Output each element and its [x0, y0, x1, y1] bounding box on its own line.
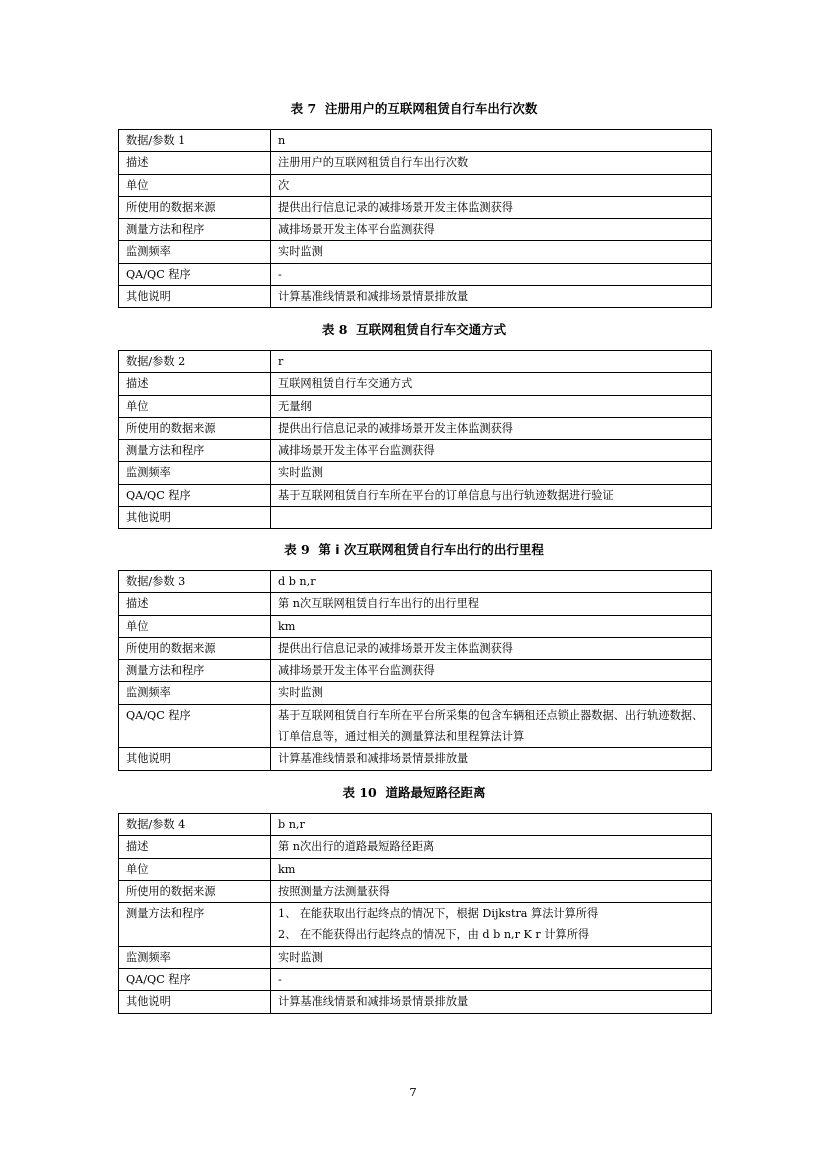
table-caption: 表 9 第 i 次互联网租赁自行车出行的出行里程 — [284, 542, 544, 557]
table-row: 监测频率 实时监测 — [119, 946, 712, 968]
page-number: 7 — [409, 1085, 417, 1099]
table-row: QA/QC 程序 基于互联网租赁自行车所在平台所采集的包含车辆租还点锁止器数据、出行轨迹数据、订单信息等，通过相关的测量算法和里程算法计算 — [119, 704, 712, 748]
table-row: 其他说明 — [119, 507, 712, 529]
table-row: 描述 互联网租赁自行车交通方式 — [119, 373, 712, 395]
table-caption: 表 8 互联网租赁自行车交通方式 — [321, 322, 507, 337]
table-row: 监测频率 实时监测 — [119, 682, 712, 704]
parameter-table — [118, 129, 712, 308]
table-row: 单位 次 — [119, 174, 712, 196]
table-row: 数据/参数 2 r — [119, 351, 712, 373]
parameter-table — [118, 570, 712, 771]
table-row: 测量方法和程序 减排场景开发主体平台监测获得 — [119, 440, 712, 462]
table-row: 测量方法和程序 1、 在能获取出行起终点的情况下，根据 Dijkstra 算法计算所得 2、 在不能获得出行起终点的情况下，由 d b n,r K r 计算所得 — [119, 903, 712, 947]
table-row: 所使用的数据来源 提供出行信息记录的减排场景开发主体监测获得 — [119, 196, 712, 218]
table-row: 单位 无量纲 — [119, 395, 712, 417]
table-row: 其他说明 计算基准线情景和减排场景情景排放量 — [119, 286, 712, 308]
table-row: 描述 第 n次出行的道路最短路径距离 — [119, 836, 712, 858]
table-row: 描述 注册用户的互联网租赁自行车出行次数 — [119, 152, 712, 174]
table-row: 测量方法和程序 减排场景开发主体平台监测获得 — [119, 219, 712, 241]
table-row: 其他说明 计算基准线情景和减排场景情景排放量 — [119, 748, 712, 770]
table-row: 描述 第 n次互联网租赁自行车出行的出行里程 — [119, 593, 712, 615]
parameter-table — [118, 813, 712, 1014]
table-row: 所使用的数据来源 按照测量方法测量获得 — [119, 880, 712, 902]
table-caption: 表 7 注册用户的互联网租赁自行车出行次数 — [290, 101, 538, 116]
table-row: QA/QC 程序 - — [119, 263, 712, 285]
table-row: 所使用的数据来源 提供出行信息记录的减排场景开发主体监测获得 — [119, 637, 712, 659]
table-row: 监测频率 实时监测 — [119, 462, 712, 484]
parameter-table — [118, 350, 712, 529]
method-step: 1、 在能获取出行起终点的情况下，根据 Dijkstra 算法计算所得 — [278, 907, 599, 921]
table-row: 监测频率 实时监测 — [119, 241, 712, 263]
table-row: QA/QC 程序 基于互联网租赁自行车所在平台的订单信息与出行轨迹数据进行验证 — [119, 484, 712, 506]
table-row: QA/QC 程序 - — [119, 969, 712, 991]
method-step: 2、 在不能获得出行起终点的情况下，由 d b n,r K r 计算所得 — [278, 928, 590, 942]
table-row: 数据/参数 4 b n,r — [119, 814, 712, 836]
table-row: 单位 km — [119, 615, 712, 637]
table-caption: 表 10 道路最短路径距离 — [342, 785, 486, 800]
table-row: 其他说明 计算基准线情景和减排场景情景排放量 — [119, 991, 712, 1013]
table-row: 测量方法和程序 减排场景开发主体平台监测获得 — [119, 660, 712, 682]
table-row: 所使用的数据来源 提供出行信息记录的减排场景开发主体监测获得 — [119, 417, 712, 439]
table-row: 数据/参数 1 n — [119, 130, 712, 152]
table-row: 数据/参数 3 d b n,r — [119, 571, 712, 593]
table-row: 单位 km — [119, 858, 712, 880]
